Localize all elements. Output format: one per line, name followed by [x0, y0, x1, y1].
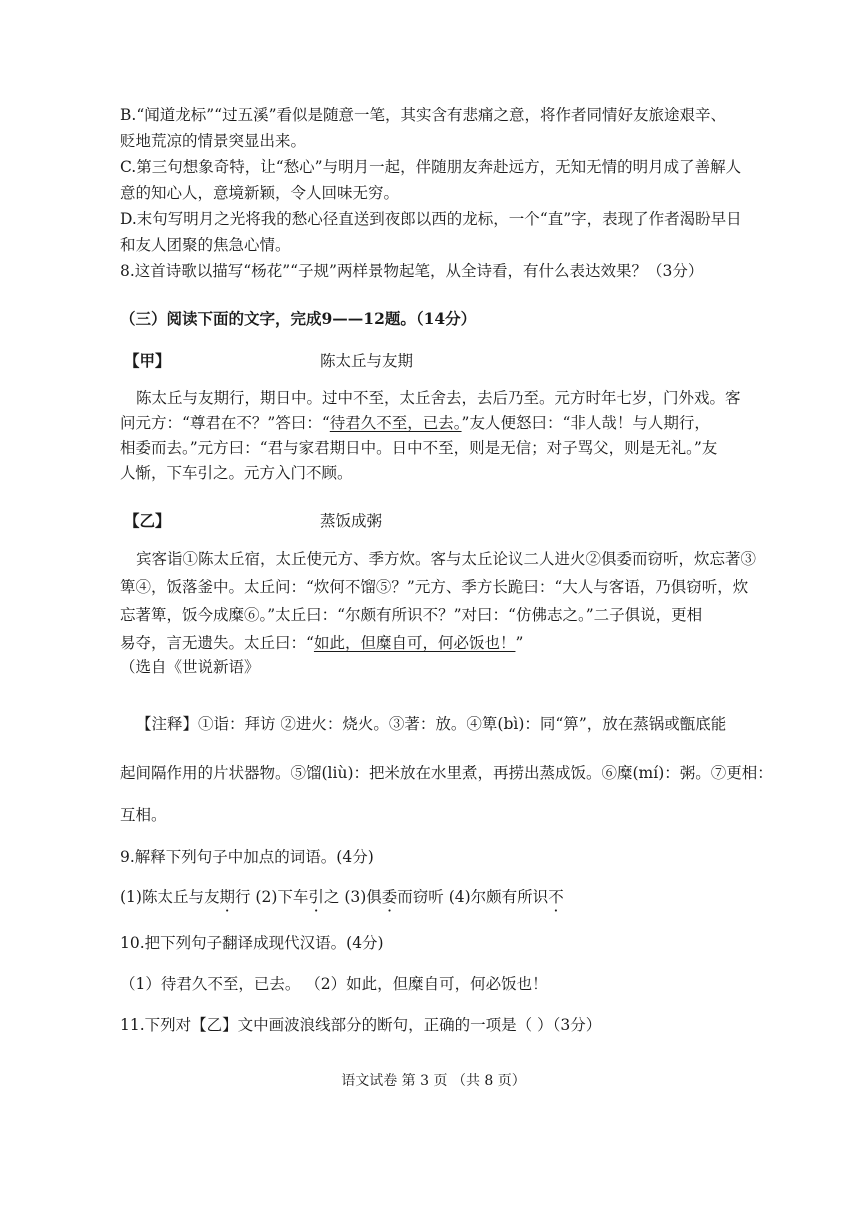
question-8: 8.这首诗歌以描写“杨花”“子规”两样景物起笔，从全诗看，有什么表达效果？（3分） [120, 262, 704, 280]
q9-part-c: 之 (3)俱 [323, 888, 382, 906]
option-b-line1: B.“闻道龙标”“过五溪”看似是随意一笔，其实含有悲痛之意，将作者同情好友旅途艰辛、 [120, 106, 727, 124]
jia-line2 [120, 412, 710, 434]
passage-yi-tag: 【乙】 [124, 511, 171, 530]
question-9-stem: 9.解释下列句子中加点的词语。(4分) [120, 848, 374, 866]
yi-line3: 忘著箄，饭今成糜⑥。”太丘曰：“尔颇有所识不？”对曰：“仿佛志之。”二子俱说，更相 [120, 606, 703, 624]
q9-part-a: (1)陈太丘与友 [120, 888, 220, 906]
page-footer: 语文试卷 第 3 页 （共 8 页） [341, 1073, 526, 1089]
question-10-items: （1）待君久不至，已去。 （2）如此，但糜自可，何必饭也！ [120, 975, 548, 993]
passage-jia-tag: 【甲】 [124, 351, 171, 370]
notes-line3: 互相。 [120, 806, 167, 824]
option-d-line1: D.末句写明月之光将我的愁心径直送到夜郎以西的龙标，一个“直”字，表现了作者渴盼早日 [120, 210, 742, 228]
yi-line4 [120, 632, 523, 654]
question-10-stem: 10.把下列句子翻译成现代汉语。(4分) [120, 934, 384, 952]
yi-line4-b: ” [515, 634, 524, 652]
q9-dotted-word-4: 不 [548, 888, 564, 906]
jia-line2-a: 问元方：“尊君在不？”答曰：“ [120, 414, 330, 432]
section-3-heading: （三）阅读下面的文字，完成9——12题。（14分） [120, 309, 477, 328]
q9-dotted-word-2: 引 [308, 888, 324, 906]
option-c-line2: 意的知心人，意境新颖，令人回味无穷。 [120, 184, 400, 202]
q9-part-b: 行 (2)下车 [234, 888, 309, 906]
yi-underlined-sentence: 如此，但糜自可，何必饭也！ [313, 634, 516, 652]
jia-line1: 陈太丘与友期行，期日中。过中不至，太丘舍去，去后乃至。元方时年七岁，门外戏。客 [136, 389, 741, 407]
question-9-items [120, 886, 564, 908]
jia-underlined-sentence: 待君久不至，已去。 [329, 414, 462, 432]
yi-line2: 箄④，饭落釜中。太丘问：“炊何不馏⑤？”元方、季方长跪曰：“大人与客语，乃俱窃听，炊 [120, 578, 749, 596]
option-d-line2: 和友人团聚的焦急心情。 [120, 236, 291, 254]
jia-line2-b: ”友人便怒曰：“非人哉！与人期行， [461, 414, 710, 432]
jia-line3: 相委而去。”元方曰：“君与家君期日中。日中不至，则是无信；对子骂父，则是无礼。”友 [120, 439, 718, 457]
yi-source: （选自《世说新语》 [120, 658, 260, 676]
yi-line4-a: 易夺，言无遗失。太丘曰：“ [120, 634, 314, 652]
passage-yi-title: 蒸饭成粥 [320, 512, 383, 530]
q9-dotted-word-3: 委 [381, 888, 398, 906]
notes-line2: 起间隔作用的片状器物。⑤馏(liù)：把米放在水里煮，再捞出蒸成饭。⑥糜(mí)：粥。⑦更相： [120, 764, 773, 782]
q9-part-d: 而窃听 (4)尔颇有所识 [397, 888, 549, 906]
notes-line1: 【注释】①诣：拜访 ②进火：烧火。③著：放。④箄(bì)：同“箅”，放在蒸锅或甑底能 [136, 715, 727, 733]
option-c-line1: C.第三句想象奇特，让“愁心”与明月一起，伴随朋友奔赴远方，无知无情的明月成了善解人 [120, 158, 742, 176]
q9-dotted-word-1: 期 [219, 888, 235, 906]
option-b-line2: 贬地荒凉的情景突显出来。 [120, 132, 307, 150]
yi-line1: 宾客诣①陈太丘宿，太丘使元方、季方炊。客与太丘论议二人进火②俱委而窃听，炊忘著③ [136, 550, 757, 568]
question-11-stem: 11.下列对【乙】文中画波浪线部分的断句，正确的一项是（ ）（3分） [120, 1016, 602, 1034]
jia-line4: 人惭，下车引之。元方入门不顾。 [120, 464, 353, 482]
passage-jia-title: 陈太丘与友期 [320, 352, 414, 370]
